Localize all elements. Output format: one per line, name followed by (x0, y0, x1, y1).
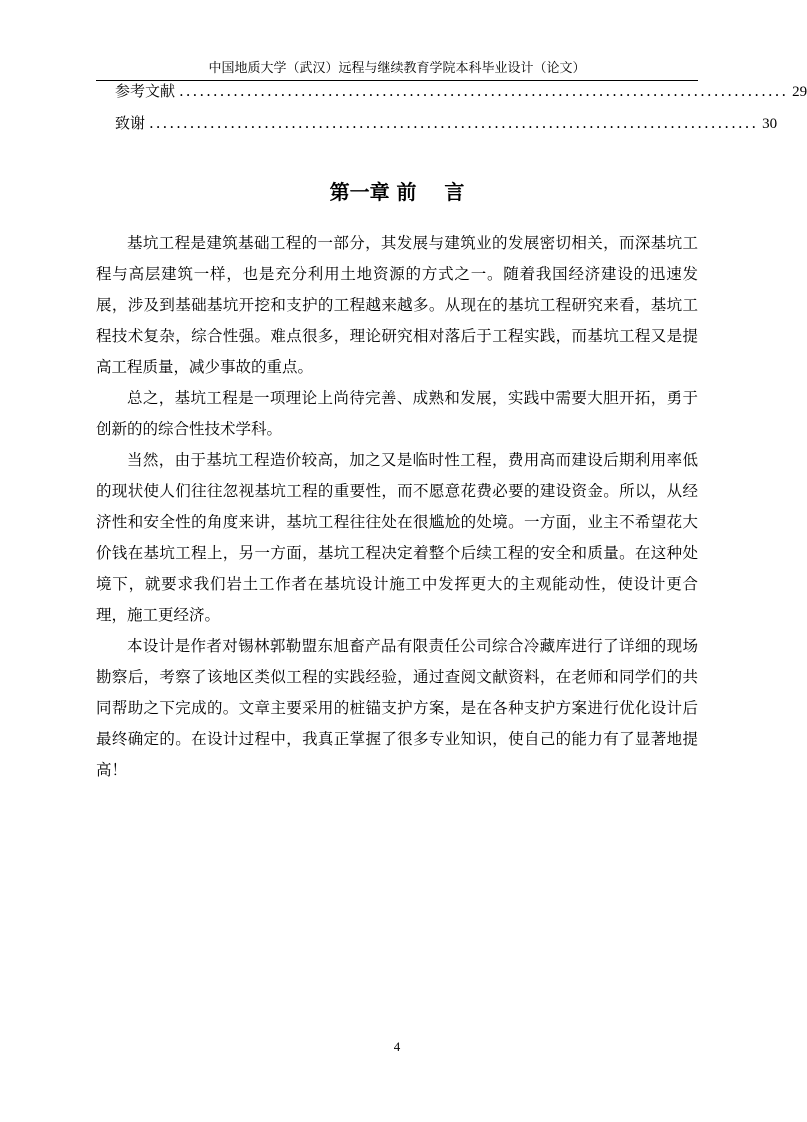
body-paragraph: 总之，基坑工程是一项理论上尚待完善、成熟和发展，实践中需要大胆开拓，勇于创新的的综合性技术学科。 (96, 389, 698, 438)
body-paragraph: 基坑工程是建筑基础工程的一部分，其发展与建筑业的发展密切相关，而深基坑工程与高层建筑一样，也是充分利用土地资源的方式之一。随着我国经济建设的迅速发展，涉及到基础基坑开挖和支护的工程越来越多。从现在的基坑工程研究来看，基坑工程技术复杂，综合性强。难点很多，理论研究相对落后于工程实践，而基坑工程又是提高工程质量，减少事故的重点。 (96, 234, 698, 376)
body-paragraph: 当然，由于基坑工程造价较高，加之又是临时性工程，费用高而建设后期利用率低的现状使人们往往忽视基坑工程的重要性，而不愿意花费必要的建设资金。所以，从经济性和安全性的角度来讲，基坑工程往往处在很尴尬的处境。一方面，业主不希望花大价钱在基坑工程上，另一方面，基坑工程决定着整个后续工程的安全和质量。在这种处境下，就要求我们岩土工作者在基坑设计施工中发挥更大的主观能动性，使设计更合理，施工更经济。 (96, 451, 698, 624)
toc-entry-title: 参考文献 (115, 82, 176, 100)
toc-dot-leader: .......................................................................................... (179, 82, 789, 100)
chapter-body (96, 228, 698, 786)
chapter-title: 第一章 前 言 (329, 180, 465, 204)
toc-dot-leader: .......................................................................................... (149, 114, 759, 132)
toc-entry-page: 30 (762, 116, 778, 132)
body-paragraph: 本设计是作者对锡林郭勒盟东旭畜产品有限责任公司综合冷藏库进行了详细的现场勘察后，考察了该地区类似工程的实践经验，通过查阅文献资料，在老师和同学们的共同帮助之下完成的。文章主要采用的桩锚支护方案，是在各种支护方案进行优化设计后最终确定的。在设计过程中，我真正掌握了很多专业知识，使自己的能力有了显著地提高！ (96, 637, 698, 779)
toc-entry-acknowledgements[interactable] (115, 112, 778, 134)
toc-entry-references[interactable] (115, 80, 807, 102)
toc-entry-page: 29 (792, 84, 807, 100)
page-number: 4 (393, 1039, 401, 1054)
toc-entry-title: 致谢 (115, 114, 146, 132)
page-header: 中国地质大学（武汉）远程与继续教育学院本科毕业设计（论文） (208, 61, 586, 76)
